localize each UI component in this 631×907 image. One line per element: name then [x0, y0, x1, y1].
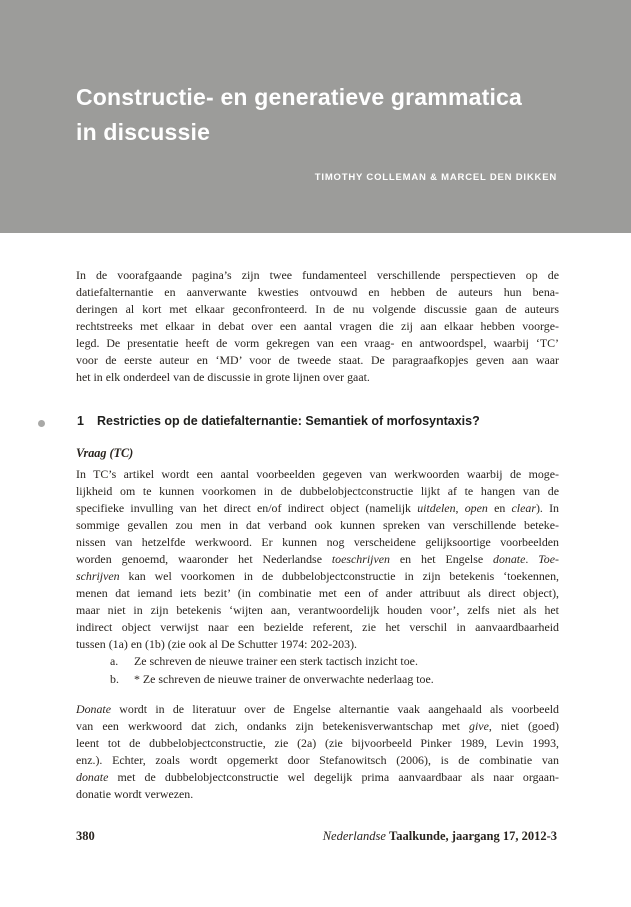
text-line: menen dat iemand iets bezit’ (in combinatie met een of ander attribuut als direct object), [76, 586, 559, 600]
text-line: In de voorafgaande pagina’s zijn twee fundamenteel verschillende perspectieven op de [76, 268, 559, 282]
text-line: enz.). Echter, zoals wordt opgemerkt door Stefanowitsch (2006), is de combinatie van [76, 753, 559, 767]
text-line: Constructie- en generatieve grammatica [76, 84, 523, 110]
example-item [110, 671, 550, 689]
section-number: 1 [77, 414, 84, 428]
section-title: Restricties op de datiefalternantie: Semantiek of morfosyntaxis? [97, 414, 480, 428]
question-label: Vraag (TC) [76, 446, 134, 460]
page-number: 380 [76, 829, 95, 843]
text-line: legd. De presentatie heeft de vorm gekregen van een vraag- en antwoordspel, waarbij ‘TC’ [76, 336, 559, 350]
example-marker: b. [110, 671, 119, 686]
section-bullet-icon [38, 420, 45, 427]
text-line: tussen (1a) en (1b) (zie ook al De Schutter 1974: 202-203). [76, 637, 358, 651]
example-item [110, 653, 550, 671]
text-line: het in elk onderdeel van de discussie in grote lijnen over gaat. [76, 370, 370, 384]
text-line: Donate wordt in de literatuur over de Engelse alternantie vaak aangehaald als voorbeeld [76, 702, 559, 716]
text-line: In TC’s artikel wordt een aantal voorbeelden gegeven van werkwoorden waarbij de moge- [76, 467, 559, 481]
text-line: van een werkwoord dat zich, ondanks zijn betekenisverwantschap met give, niet (goed) [76, 719, 559, 733]
text-line: indirect object verwijst naar een bezielde referent, zie het verschil in aanvaardbaarheid [76, 620, 559, 634]
text-line: specifieke invulling van het direct en/of indirect object (namelijk uitdelen, open en clear). In [76, 501, 560, 515]
example-text: Ze schreven de nieuwe trainer een sterk tactisch inzicht toe. [134, 654, 418, 668]
text-line: deringen al kort met elkaar geconfronteerd. In de nu volgende discussie gaan de auteurs [76, 302, 559, 316]
text-line: in discussie [76, 119, 211, 145]
section-heading [77, 414, 559, 428]
journal-info-bold: Taalkunde, jaargang 17, 2012-3 [389, 829, 557, 843]
text-line: lijkheid om te kunnen voorkomen in de dubbelobjectconstructie lijkt af te hangen van de [76, 484, 559, 498]
text-line: datiefalternantie en aanverwante kwesties ontvouwd en hebben de auteurs hun bena- [76, 285, 559, 299]
text-line: donate met de dubbelobjectconstructie wel degelijk prima aanvaardbaar als naar orgaan- [76, 770, 559, 784]
text-line: maar niet in zijn betekenis ‘wijten aan, verantwoordelijk houden voor’, zelfs niet als het [76, 603, 559, 617]
text-line: schrijven kan wel voorkomen in de dubbelobjectconstructie in zijn betekenis ‘toekennen, [76, 569, 559, 583]
article-authors: TIMOTHY COLLEMAN & MARCEL DEN DIKKEN [314, 172, 557, 183]
example-list [110, 653, 550, 688]
journal-title [323, 829, 557, 844]
article-title [76, 80, 576, 150]
text-line: donatie wordt verwezen. [76, 787, 194, 801]
text-line: sommige gevallen zou men in dat verband ook kunnen spreken van verschillende beteke- [76, 518, 559, 532]
example-text: * Ze schreven de nieuwe trainer de onverwachte nederlaag toe. [134, 671, 434, 686]
text-line: voor de eerste auteur en ‘MD’ voor de tweede staat. De paragraafkopjes geven aan waar [76, 353, 559, 367]
journal-name-italic: Nederlandse [322, 829, 386, 843]
closing-paragraph [76, 701, 559, 803]
page-footer [76, 829, 557, 844]
text-line: rechtstreeks met elkaar in debat over een aantal vragen die zij aan elkaar hebben voorge- [76, 319, 559, 333]
text-line: nissen van hetzelfde werkwoord. Er kunnen nog verscheidene gelijksoortige voorbeelden [76, 535, 559, 549]
text-line: leent tot de dubbelobjectconstructie, zie (2a) (zie bijvoorbeeld Pinker 1989, Levin 1993, [76, 736, 559, 750]
text-line: worden genoemd, waaronder het Nederlandse toeschrijven en het Engelse donate. Toe- [76, 552, 559, 566]
question-paragraph [76, 466, 559, 653]
header-banner [0, 0, 631, 233]
intro-paragraph [76, 267, 559, 386]
example-marker: a. [110, 654, 119, 668]
